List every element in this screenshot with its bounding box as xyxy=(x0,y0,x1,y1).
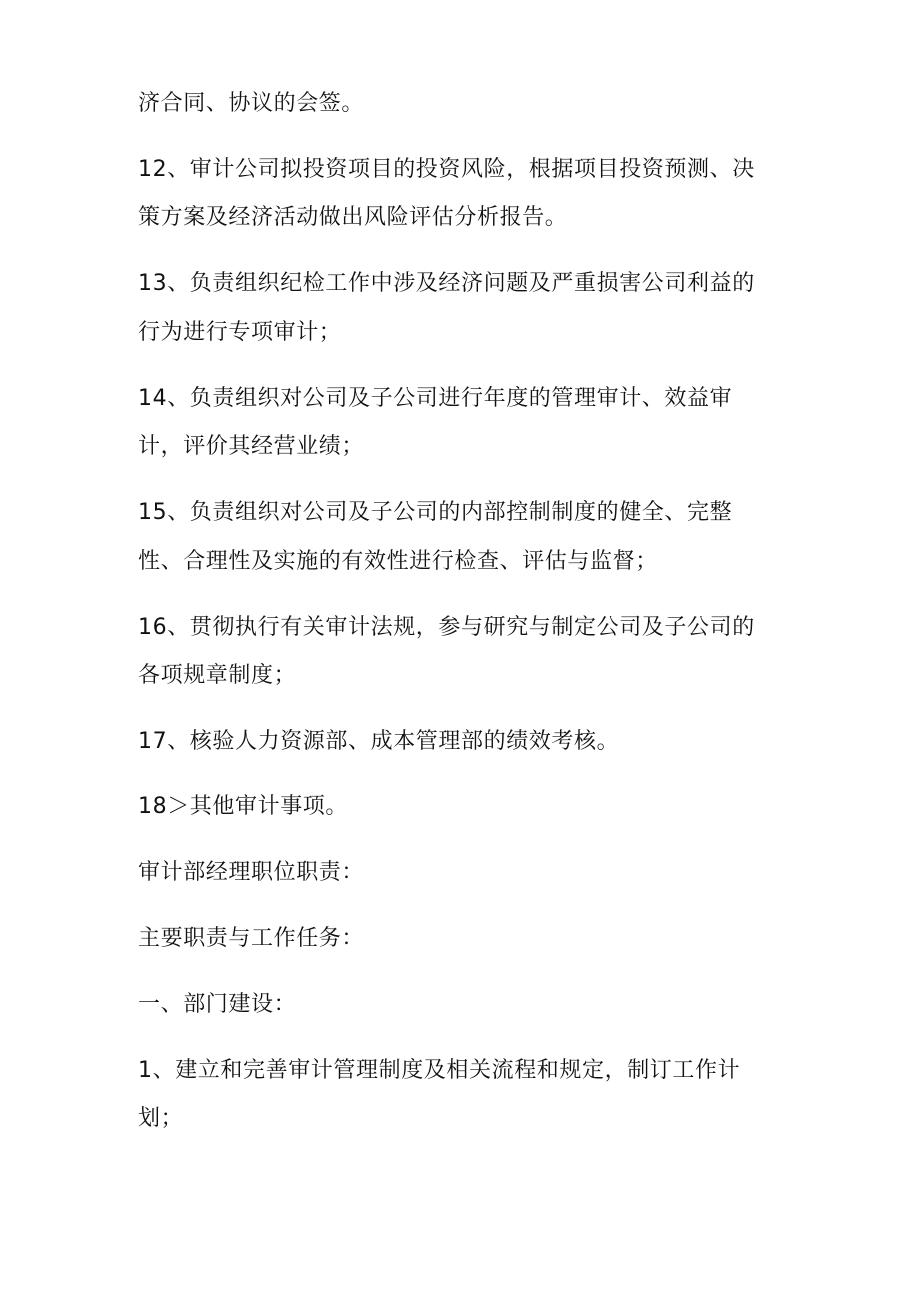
text-line: 划； xyxy=(138,1106,184,1131)
text-line: 18＞其他审计事项。 xyxy=(138,794,348,819)
text-line: 审计部经理职位职责： xyxy=(138,860,365,885)
text-line: 计，评价其经营业绩； xyxy=(138,434,365,459)
text-line: 各项规章制度； xyxy=(138,663,297,688)
text-line: 济合同、协议的会签。 xyxy=(138,91,365,116)
text-line: 性、合理性及实施的有效性进行检查、评估与监督； xyxy=(138,549,658,574)
text-line: 15、负责组织对公司及子公司的内部控制制度的健全、完整 xyxy=(138,500,733,525)
text-line: 行为进行专项审计； xyxy=(138,320,342,345)
text-line: 策方案及经济活动做出风险评估分析报告。 xyxy=(138,205,568,230)
text-line: 12、审计公司拟投资项目的投资风险，根据项目投资预测、决 xyxy=(138,157,755,182)
text-line: 一、部门建设： xyxy=(138,992,297,1017)
text-line: 13、负责组织纪检工作中涉及经济问题及严重损害公司利益的 xyxy=(138,271,755,296)
text-line: 1、建立和完善审计管理制度及相关流程和规定，制订工作计 xyxy=(138,1058,741,1083)
text-line: 17、核验人力资源部、成本管理部的绩效考核。 xyxy=(138,729,620,754)
text-line: 主要职责与工作任务： xyxy=(138,926,365,951)
text-line: 16、贯彻执行有关审计法规，参与研究与制定公司及子公司的 xyxy=(138,615,755,640)
text-line: 14、负责组织对公司及子公司进行年度的管理审计、效益审 xyxy=(138,386,733,411)
